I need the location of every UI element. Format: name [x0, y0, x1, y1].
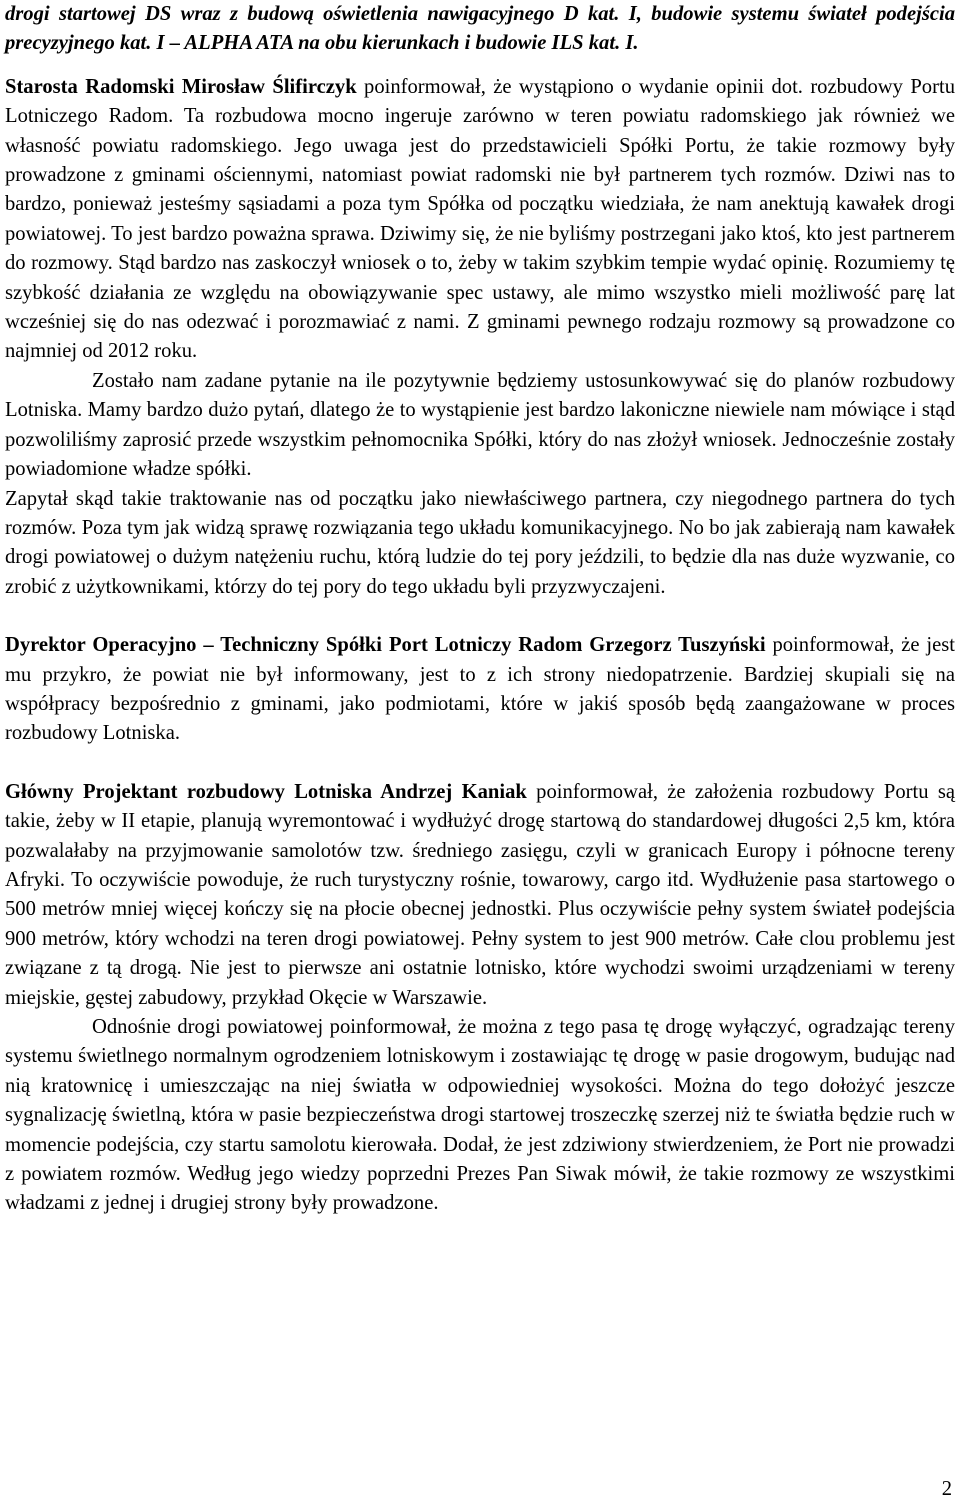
speaker-projektant: Główny Projektant rozbudowy Lotniska Andrzej Kaniak	[5, 780, 527, 803]
dyrektor-paragraph	[5, 631, 955, 749]
projektant-paragraph-2: Odnośnie drogi powiatowej poinformował, że można z tego pasa tę drogę wyłączyć, ogradzając tereny systemu świetlnego normalnym ogrodzeniem lotniskowym i zostawiając tę drogę w pasie drogowym, budując nad nią kratownicę i umieszczając na niej światła w odpowiedniej wysokości. Można do tego dołożyć jeszcze sygnalizację świetlną, która w pasie bezpieczeństwa drogi startowej troszeczkę szerzej niż te światła będzie ruch w momencie podejścia, czy startu samolotu kierowała. Dodał, że jest zdziwiony stwierdzeniem, że Port nie prowadzi z powiatem rozmów. Według jego wiedzy poprzedni Prezes Pan Siwak mówił, że takie rozmowy ze wszystkimi władzami z jednej i drugiej strony były prowadzone.	[5, 1016, 955, 1215]
projektant-paragraph	[5, 778, 955, 1013]
projektant-text: poinformował, że założenia rozbudowy Portu są takie, żeby w II etapie, planują wyremontować i wydłużyć drogę startową do standardowej długości 2,5 km, która pozwalałaby na przyjmowanie samolotów tzw. średniego zasięgu, czyli w granicach Europy i północne tereny Afryki. To oczywiście powoduje, że ruch turystyczny rośnie, towarowy, cargo itd. Wydłużenie pasa startowego o 500 metrów mniej więcej kończy się na płocie obecnej jednostki. Plus oczywiście pełny system świateł podejścia 900 metrów, który wchodzi na teren drogi powiatowej. Pełny system to jest 900 metrów. Całe clou problemu jest związane z tą drogą. Nie jest to pierwsze ani ostatnie lotnisko, które wychodzi swoimi urządzeniami w tereny miejskie, gęstej zabudowy, przykład Okęcie w Warszawie.	[5, 780, 955, 1009]
speaker-starosta: Starosta Radomski Mirosław Ślifirczyk	[5, 75, 357, 98]
starosta-text: poinformował, że wystąpiono o wydanie opinii dot. rozbudowy Portu Lotniczego Radom. Ta rozbudowa mocno ingeruje zarówno w teren powiatu radomskiego jak również we własność powiatu radomskiego. Jego uwaga jest do przedstawicieli Spółki Portu, że takie rozmowy były prowadzone z gminami ościennymi, natomiast powiat radomski nie był partnerem tych rozmów. Dziwi nas to bardzo, ponieważ jesteśmy sąsiadami a poza tym Spółka od początku wiedziała, że nam anektują kawałek drogi powiatowej. To jest bardzo poważna sprawa. Dziwimy się, że nie byliśmy postrzegani jako ktoś, kto jest partnerem do rozmowy. Stąd bardzo nas zaskoczył wniosek o to, żeby w takim szybkim tempie wydać opinię. Rozumiemy tę szybkość działania ze względu na obowiązywanie spec ustawy, ale mimo wszystko mieli możliwość parę lat wcześniej się do nas odezwać i porozmawiać z nami. Z gminami pewnego rodzaju rozmowy są prowadzone co najmniej od 2012 roku.	[5, 75, 955, 363]
page-number: 2	[941, 1478, 952, 1500]
starosta-paragraph-2: Zostało nam zadane pytanie na ile pozytywnie będziemy ustosunkowywać się do planów rozbudowy Lotniska. Mamy bardzo dużo pytań, dlatego że to wystąpienie jest bardzo lakoniczne niewiele nam mówiące i stąd pozwoliliśmy zaprosić przede wszystkim pełnomocnika Spółki, który do nas złożył wniosek. Jednocześnie zostały powiadomione władze spółki.	[5, 369, 955, 481]
intro-paragraph: drogi startowej DS wraz z budową oświetlenia nawigacyjnego D kat. I, budowie systemu świateł podejścia precyzyjnego kat. I – ALPHA ATA na obu kierunkach i budowie ILS kat. I.	[5, 3, 955, 55]
speaker-dyrektor: Dyrektor Operacyjno – Techniczny Spółki Port Lotniczy Radom Grzegorz Tuszyński	[5, 634, 766, 657]
starosta-paragraph	[5, 73, 955, 367]
starosta-paragraph-3: Zapytał skąd takie traktowanie nas od początku jako niewłaściwego partnera, czy niegodnego partnera do tych rozmów. Poza tym jak widzą sprawę rozwiązania tego układu komunikacyjnego. No bo jak zabierają nam kawałek drogi powiatowej o dużym natężeniu ruchu, którą ludzie do tej pory jeździli, to będzie dla nas duże wyzwanie, co zrobić z użytkownikami, którzy do tej pory do tego układu byli przyzwyczajeni.	[5, 487, 955, 598]
dyrektor-text: poinformował, że jest mu przykro, że powiat nie był informowany, jest to z ich strony niedopatrzenie. Bardziej skupiali się na współpracy bezpośrednio z gminami, jako podmiotami, które w jakiś sposób będą zaangażowane w proces rozbudowy Lotniska.	[5, 634, 955, 745]
document-page	[5, 0, 955, 1219]
